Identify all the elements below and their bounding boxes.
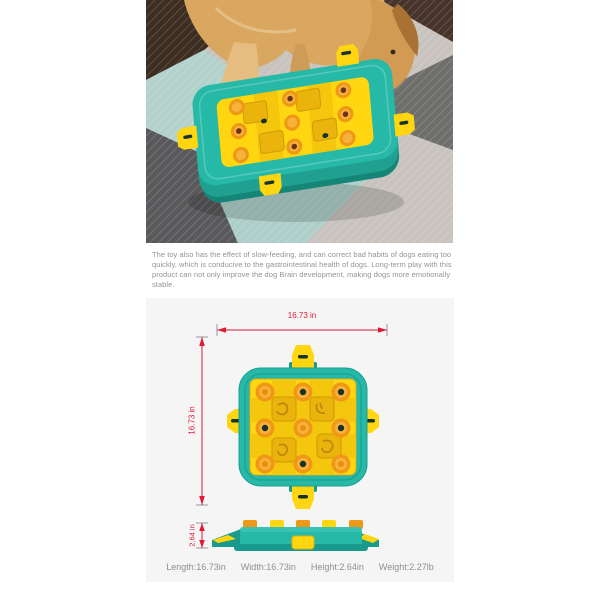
spec-weight: Weight:2.27lb <box>378 562 434 572</box>
dog-with-puzzle-feeder-photo <box>146 0 453 243</box>
product-description: The toy also has the effect of slow-feeding, and can correct bad habits of dogs eating too quickly, which is conducive to the gastrointestinal health of dogs. Long-term play with this product can not only improve the dog Brain development, making dogs more emotionally stable. <box>152 250 452 289</box>
height-dimension-label: 16.73 in <box>187 406 197 435</box>
spec-length: Length:16.73in <box>166 562 226 572</box>
width-dimension-label: 16.73 in <box>287 311 317 320</box>
depth-dimension-line <box>196 523 208 548</box>
top-view-knobs <box>256 383 351 474</box>
spec-width: Width:16.73in <box>240 562 296 572</box>
depth-dimension-label: 2.64 in <box>187 524 197 547</box>
product-photo <box>146 0 453 243</box>
dimension-diagram-panel <box>146 298 454 582</box>
puzzle-feeder-top-view <box>227 345 379 509</box>
width-dimension-line <box>217 324 387 336</box>
height-dimension-line <box>196 337 208 505</box>
specs-row <box>146 562 454 572</box>
spec-height: Height:2.64in <box>310 562 364 572</box>
puzzle-feeder-side-view <box>212 520 379 551</box>
